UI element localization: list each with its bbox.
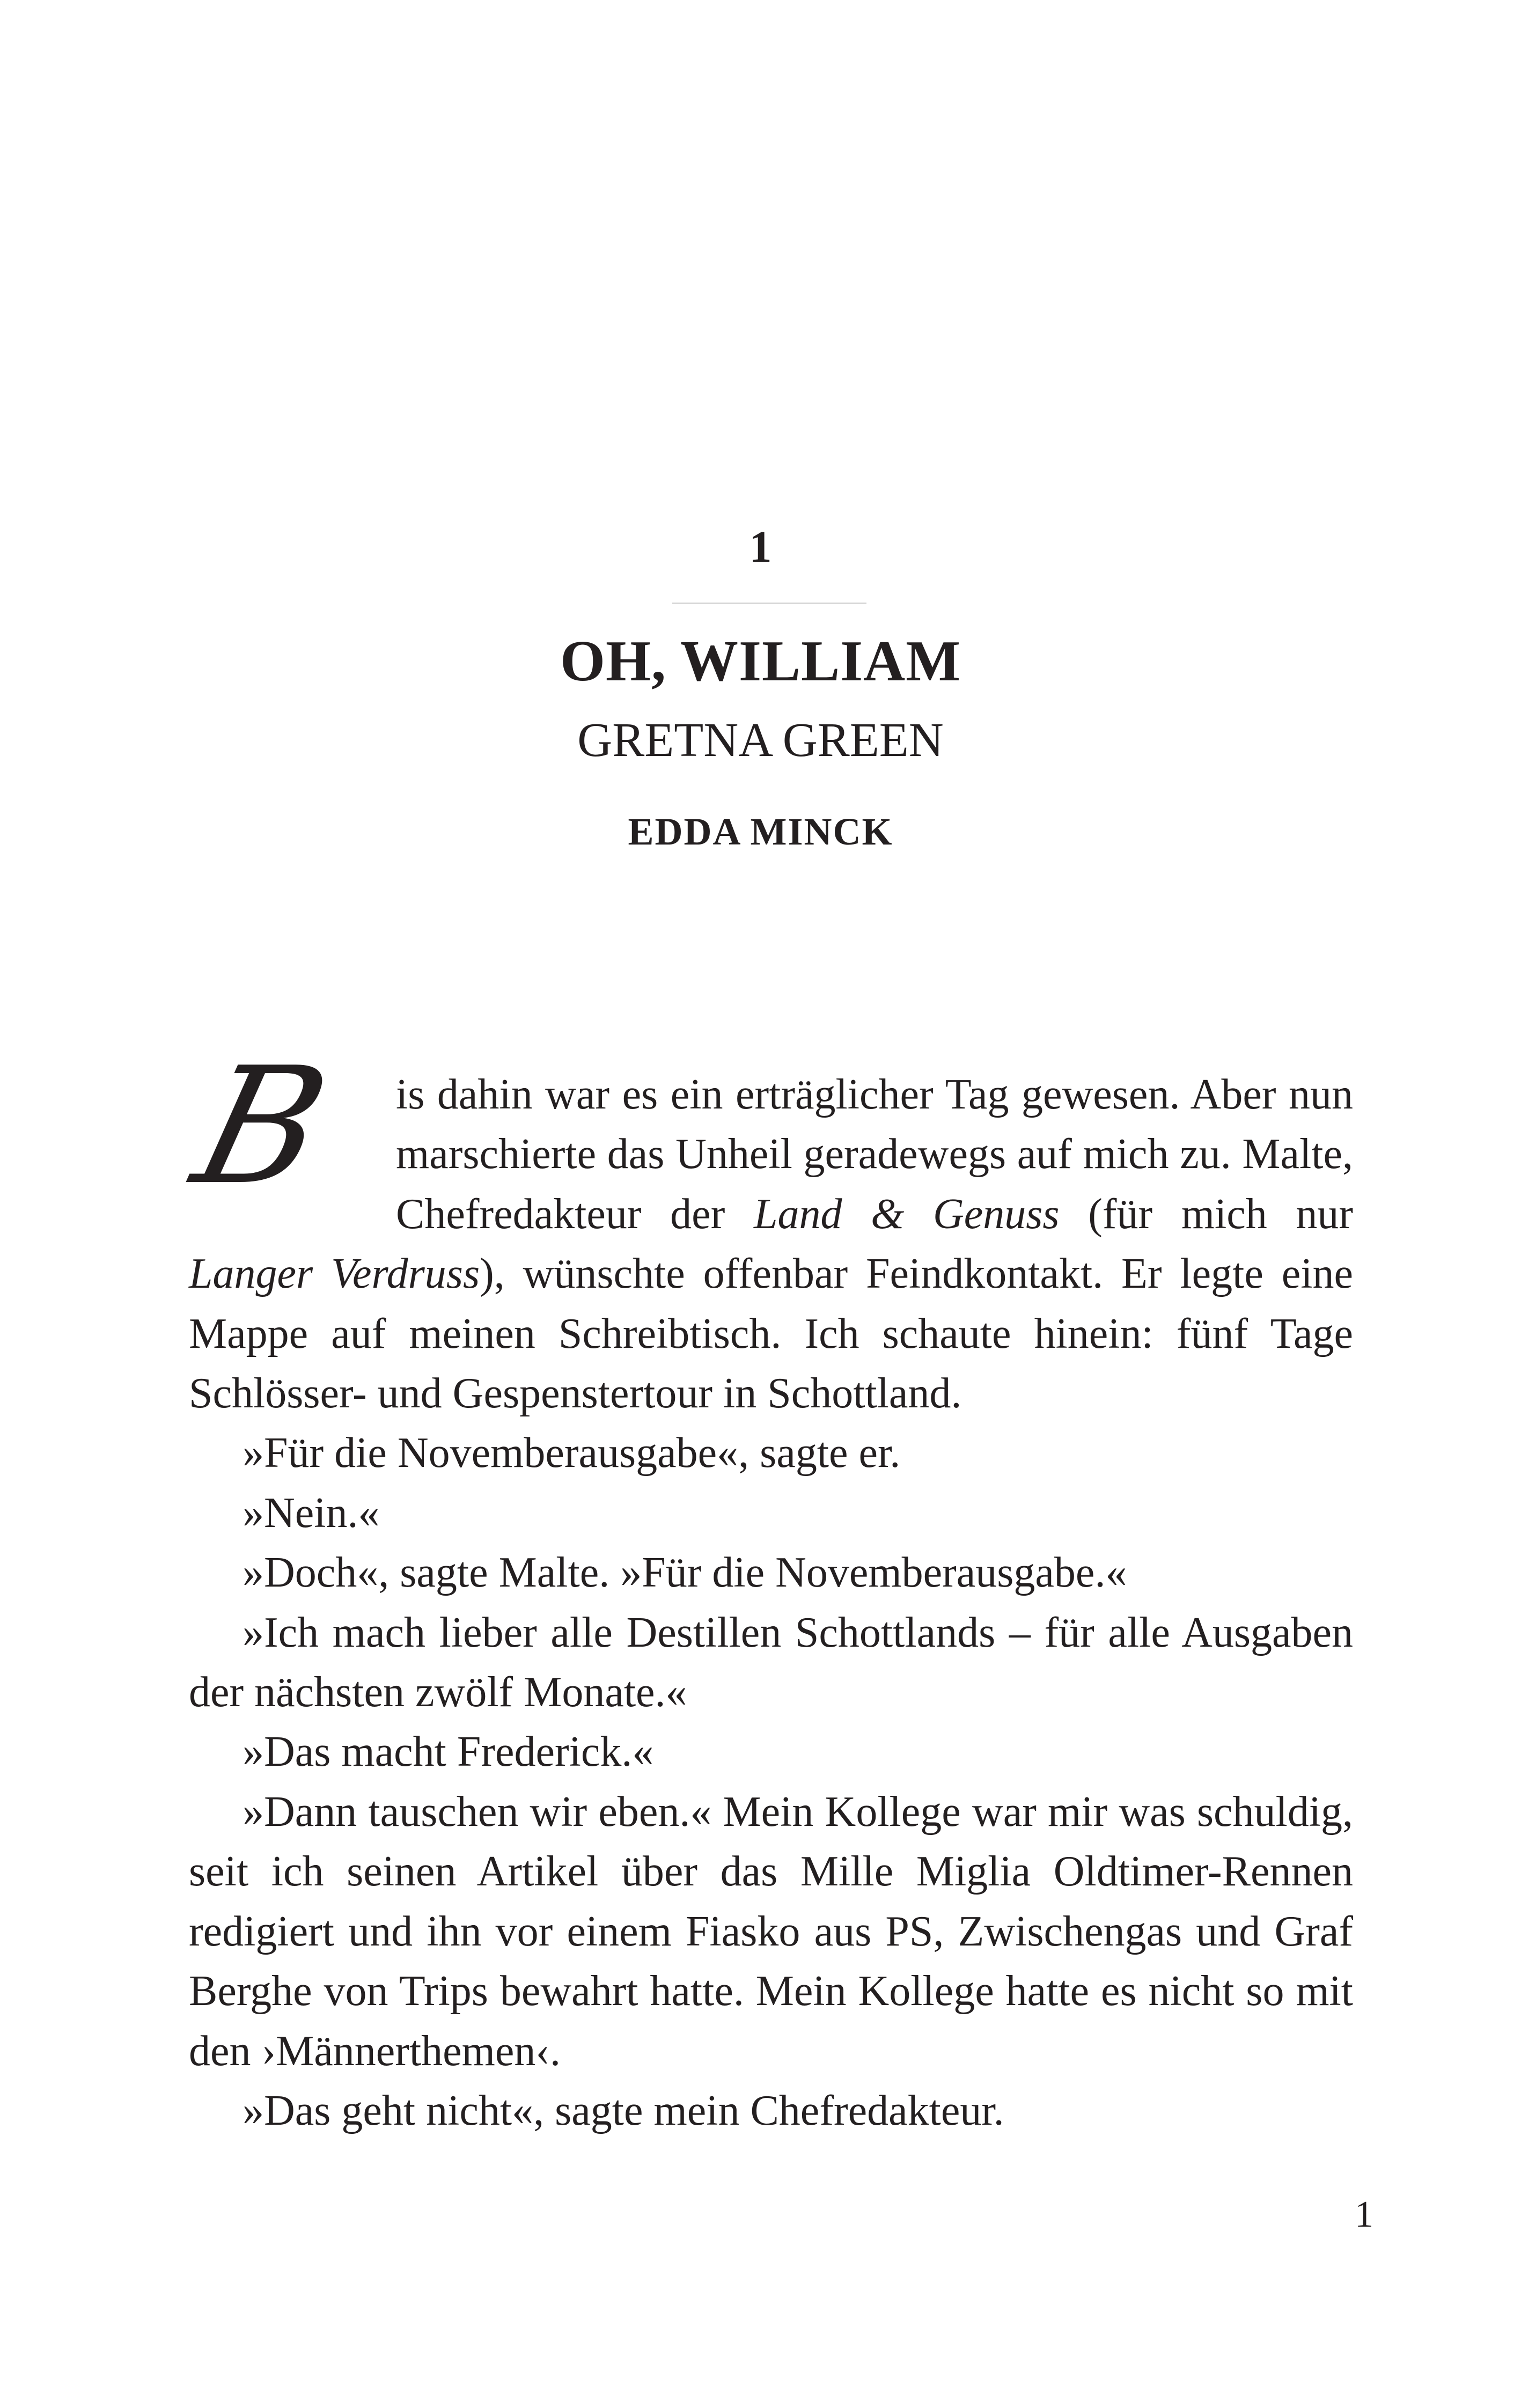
magazine-name: Land & Genuss bbox=[753, 1190, 1060, 1238]
chapter-author: EDDA MINCK bbox=[628, 810, 893, 853]
chapter-number: 1 bbox=[749, 522, 772, 572]
opening-text-1: is dahin war es ein erträglicher Tag gewesen. Aber nun marschierte das Unheil geradewegs auf mich zu. Malte, Chefredakteur der bbox=[396, 1071, 1353, 1238]
body-text bbox=[179, 1033, 1354, 2141]
paragraph: »Ich mach lieber alle Destillen Schottlands – für alle Ausgaben der nächsten zwölf Monate.« bbox=[189, 1609, 1353, 1716]
page-number: 1 bbox=[1355, 2194, 1373, 2235]
chapter-divider bbox=[672, 603, 866, 604]
chapter-location: GRETNA GREEN bbox=[577, 714, 944, 767]
paragraph: »Dann tauschen wir eben.« Mein Kollege war mir was schuldig, seit ich seinen Artikel über das Mille Miglia Oldtimer-Rennen redigiert und ihn vor einem Fiasko aus PS, Zwischengas und Graf Berghe von Trips bewahrt hatte. Mein Kollege hatte es nicht so mit den ›Männerthemen‹. bbox=[189, 1788, 1353, 2075]
paragraph: »Nein.« bbox=[243, 1489, 380, 1537]
paragraph: »Doch«, sagte Malte. »Für die Novemberausgabe.« bbox=[243, 1549, 1127, 1597]
paragraph: »Das geht nicht«, sagte mein Chefredakteur. bbox=[243, 2087, 1004, 2134]
paragraph: »Für die Novemberausgabe«, sagte er. bbox=[243, 1429, 901, 1477]
opening-paragraph bbox=[179, 1033, 1354, 1423]
drop-cap: B bbox=[179, 1033, 344, 1220]
chapter-title: OH, WILLIAM bbox=[560, 629, 961, 693]
paragraph: »Das macht Frederick.« bbox=[243, 1728, 654, 1776]
opening-text-3: ), wünschte offenbar Feindkontakt. Er legte eine Mappe auf meinen Schreibtisch. Ich schaute hinein: fünf Tage Schlösser- und Gespenstertour in Schottland. bbox=[189, 1250, 1354, 1418]
opening-text-2: (für mich nur bbox=[1059, 1190, 1354, 1238]
magazine-nickname: Langer Verdruss bbox=[189, 1250, 480, 1298]
